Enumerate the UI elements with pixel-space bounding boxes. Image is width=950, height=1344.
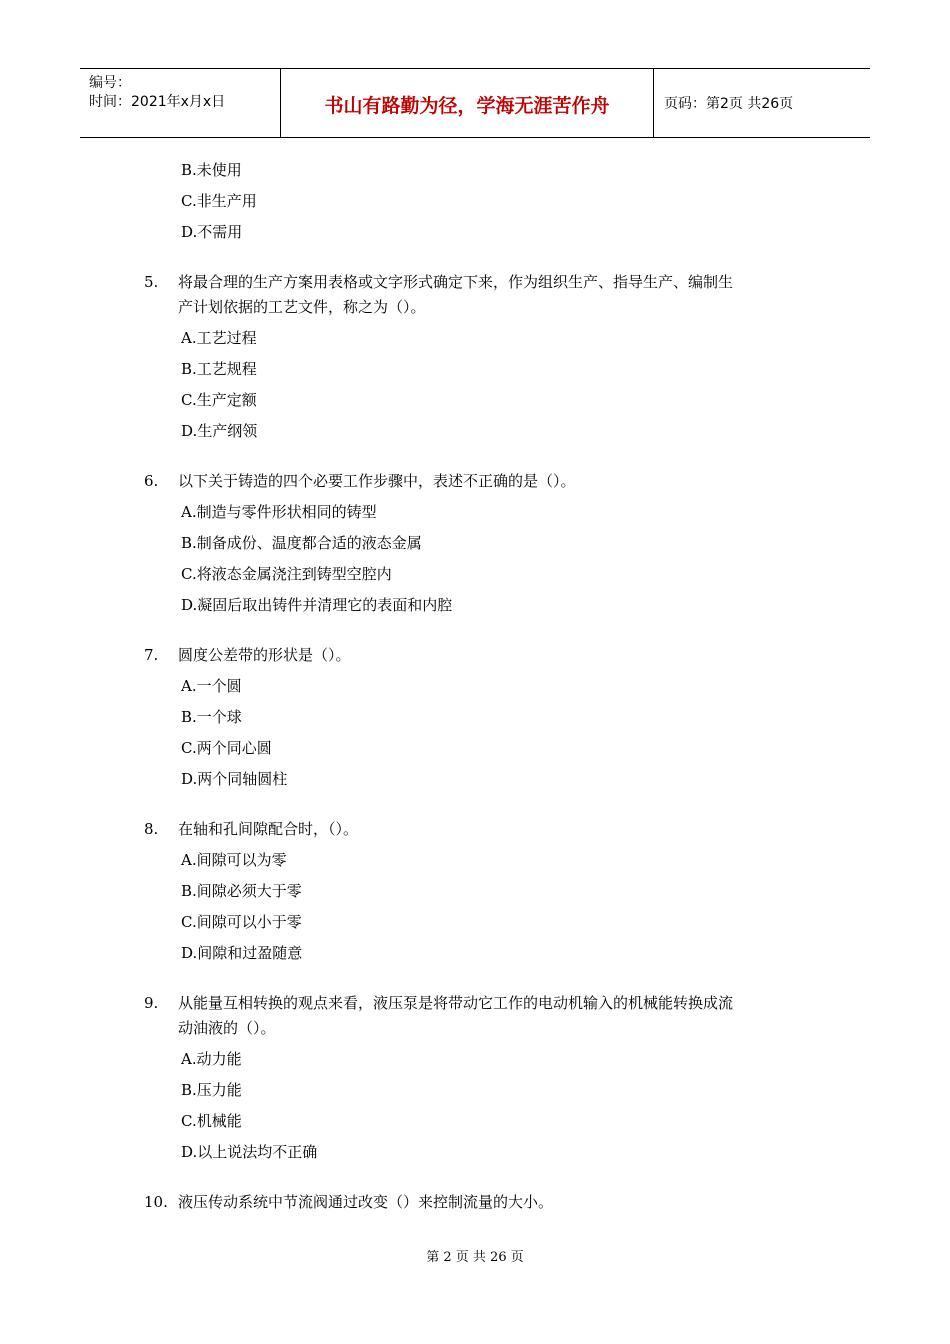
option-text: C.非生产用 — [181, 192, 257, 210]
question-number: 8. — [144, 820, 159, 838]
option-text: B.未使用 — [181, 161, 242, 179]
option-text: A.一个圆 — [181, 677, 242, 695]
header-motto-cell — [281, 69, 654, 137]
question-stem: 将最合理的生产方案用表格或文字形式确定下来，作为组织生产、指导生产、编制生 — [178, 273, 734, 291]
option-text: B.工艺规程 — [181, 360, 257, 378]
page-footer: 第 2 页 共 26 页 — [426, 1250, 524, 1265]
option-text: A.工艺过程 — [181, 329, 257, 347]
option-text: B.制备成份、温度都合适的液态金属 — [181, 534, 422, 552]
question-number: 9. — [144, 994, 159, 1012]
motto-text: 书山有路勤为径，学海无涯苦作舟 — [324, 95, 610, 117]
question-stem: 以下关于铸造的四个必要工作步骤中，表述不正确的是（）。 — [178, 472, 576, 490]
option-text: A.制造与零件形状相同的铸型 — [181, 503, 377, 521]
question-stem: 从能量互相转换的观点来看，液压泵是将带动它工作的电动机输入的机械能转换成流 — [178, 994, 734, 1012]
option-text: A.间隙可以为零 — [181, 851, 287, 869]
option-text: D.生产纲领 — [181, 422, 258, 440]
option-text: C.将液态金属浇注到铸型空腔内 — [181, 565, 392, 583]
option-text: B.压力能 — [181, 1081, 242, 1099]
question-stem: 在轴和孔间隙配合时，（）。 — [178, 820, 359, 838]
header-page-cell — [654, 69, 870, 137]
document-number-label: 编号： — [89, 75, 131, 91]
option-text: C.生产定额 — [181, 391, 257, 409]
question-stem: 产计划依据的工艺文件，称之为（）。 — [178, 298, 426, 316]
question-number: 7. — [144, 646, 159, 664]
option-text: B.间隙必须大于零 — [181, 882, 302, 900]
question-number: 6. — [144, 472, 159, 490]
option-text: D.以上说法均不正确 — [181, 1143, 318, 1161]
question-stem: 液压传动系统中节流阀通过改变（）来控制流量的大小。 — [178, 1193, 554, 1211]
document-time-label: 时间：2021年x月x日 — [89, 94, 226, 110]
page-header — [80, 68, 870, 138]
option-text: C.间隙可以小于零 — [181, 913, 302, 931]
option-text: C.两个同心圆 — [181, 739, 272, 757]
question-stem: 圆度公差带的形状是（）。 — [178, 646, 351, 664]
option-text: C.机械能 — [181, 1112, 242, 1130]
option-text: D.不需用 — [181, 223, 243, 241]
option-text: D.两个同轴圆柱 — [181, 770, 288, 788]
question-number: 5. — [144, 273, 159, 291]
option-text: D.间隙和过盈随意 — [181, 944, 303, 962]
question-number: 10. — [144, 1193, 168, 1211]
question-stem: 动油液的（）。 — [178, 1019, 276, 1037]
header-meta-cell — [80, 69, 281, 137]
option-text: D.凝固后取出铸件并清理它的表面和内腔 — [181, 596, 453, 614]
option-text: B.一个球 — [181, 708, 242, 726]
option-text: A.动力能 — [181, 1050, 242, 1068]
header-page-info: 页码：第2页 共26页 — [664, 96, 794, 112]
